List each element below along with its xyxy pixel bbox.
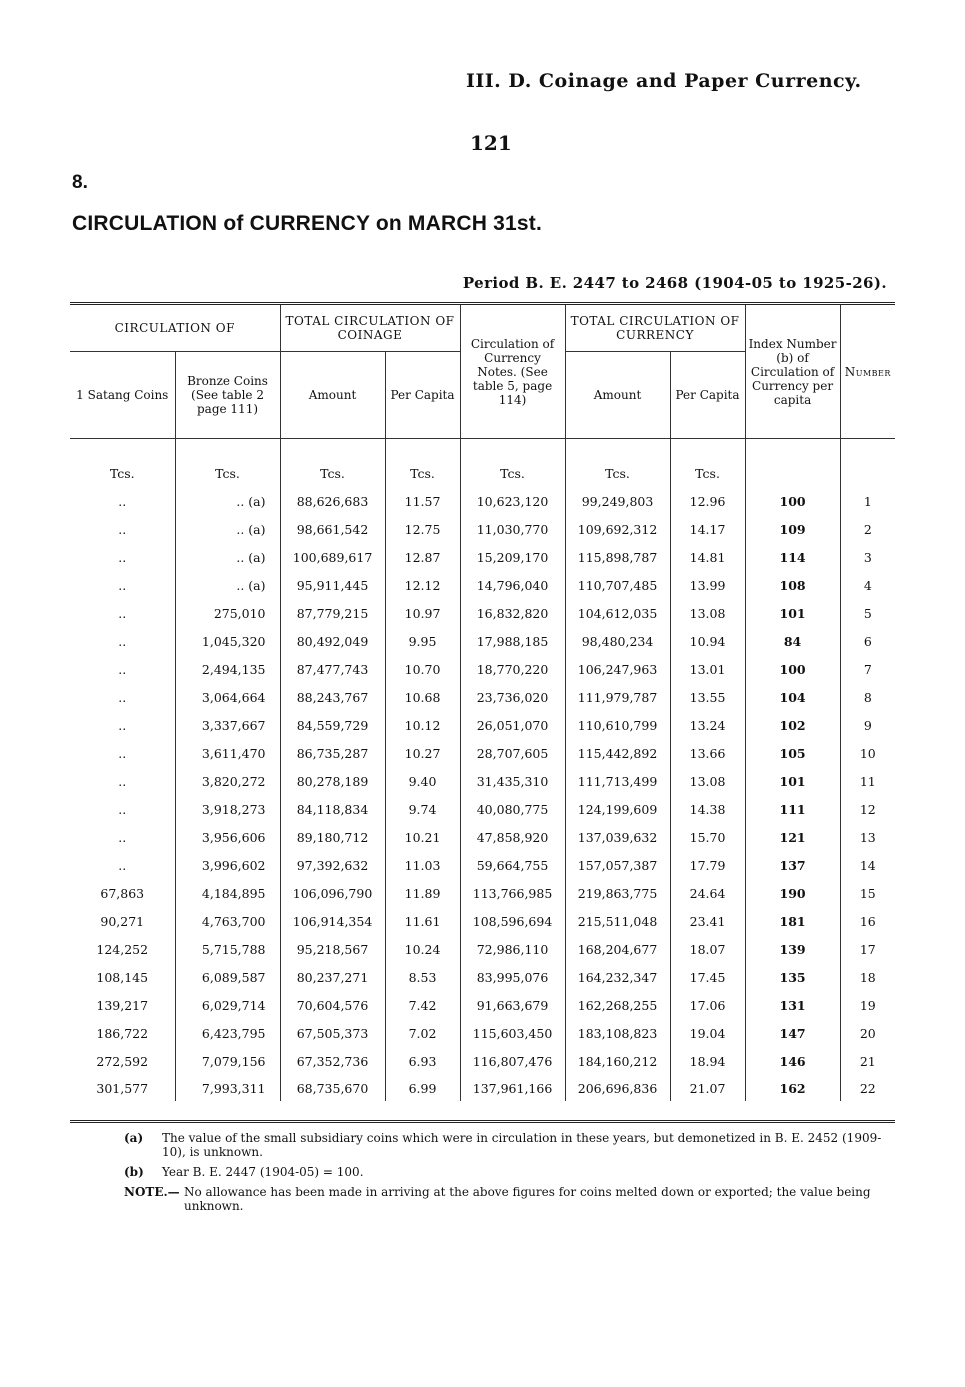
cell-currency-amount: 99,249,803 [565,487,670,515]
cell-index-number: 100 [745,487,840,515]
cell-coinage-amount: 87,477,743 [280,655,385,683]
cell-satang-coins: .. [118,661,127,677]
cell-coinage-per-capita: 9.40 [385,767,460,795]
cell-bronze-coins: 6,089,587 [175,963,280,991]
cell-currency-notes: 10,623,120 [460,487,565,515]
cell-coinage-amount: 84,118,834 [280,795,385,823]
page-title: CIRCULATION of CURRENCY on MARCH 31st. [72,212,542,235]
footnote-text: No allowance has been made in arriving at the above figures for coins melted down or exported; the value being unknown. [184,1185,871,1213]
cell-row-number: 7 [840,655,895,683]
cell-index-number: 121 [745,823,840,851]
cell-bronze-coins: 275,010 [175,599,280,627]
header-number: Number [840,305,895,439]
cell-row-number: 20 [840,1019,895,1047]
cell-currency-per-capita: 13.24 [670,711,745,739]
cell-coinage-per-capita: 11.57 [385,487,460,515]
cell-currency-notes: 15,209,170 [460,543,565,571]
table-row [70,571,895,599]
cell-coinage-per-capita: 6.93 [385,1047,460,1075]
unit-label [745,439,840,488]
cell-coinage-per-capita: 9.74 [385,795,460,823]
unit-label: Tcs. [385,439,460,488]
cell-index-number: 131 [745,991,840,1019]
cell-bronze-coins: 4,184,895 [175,879,280,907]
cell-currency-notes: 23,736,020 [460,683,565,711]
table-row [70,543,895,571]
cell-row-number: 15 [840,879,895,907]
cell-bronze-coins: 5,715,788 [175,935,280,963]
cell-currency-amount: 162,268,255 [565,991,670,1019]
cell-coinage-amount: 95,218,567 [280,935,385,963]
cell-coinage-amount: 80,237,271 [280,963,385,991]
unit-label [840,439,895,488]
cell-bronze-coins: 3,064,664 [175,683,280,711]
cell-index-number: 146 [745,1047,840,1075]
table-row [70,935,895,963]
cell-coinage-amount: 70,604,576 [280,991,385,1019]
circulation-table [70,305,895,1101]
table-row [70,963,895,991]
cell-satang-coins: .. [118,549,127,565]
cell-satang-coins: .. [118,745,127,761]
cell-coinage-amount: 86,735,287 [280,739,385,767]
cell-currency-per-capita: 13.99 [670,571,745,599]
cell-currency-per-capita: 14.81 [670,543,745,571]
cell-currency-notes: 14,796,040 [460,571,565,599]
cell-row-number: 21 [840,1047,895,1075]
cell-coinage-per-capita: 11.61 [385,907,460,935]
cell-coinage-amount: 88,243,767 [280,683,385,711]
cell-currency-amount: 124,199,609 [565,795,670,823]
cell-index-number: 104 [745,683,840,711]
cell-satang-coins: .. [118,801,127,817]
cell-currency-per-capita: 17.79 [670,851,745,879]
cell-currency-amount: 104,612,035 [565,599,670,627]
cell-row-number: 13 [840,823,895,851]
cell-row-number: 18 [840,963,895,991]
cell-bronze-coins: 3,611,470 [175,739,280,767]
cell-satang-coins: 301,577 [96,1080,149,1096]
cell-currency-notes: 47,858,920 [460,823,565,851]
cell-coinage-amount: 80,492,049 [280,627,385,655]
statistics-table-frame [70,302,895,1123]
cell-index-number: 101 [745,599,840,627]
footnote-text: Year B. E. 2447 (1904-05) = 100. [162,1165,364,1179]
cell-coinage-amount: 106,096,790 [280,879,385,907]
cell-bronze-coins: 3,956,606 [175,823,280,851]
cell-row-number: 8 [840,683,895,711]
cell-currency-notes: 116,807,476 [460,1047,565,1075]
cell-coinage-per-capita: 7.02 [385,1019,460,1047]
cell-bronze-coins: 6,423,795 [175,1019,280,1047]
table-row [70,627,895,655]
cell-currency-per-capita: 13.55 [670,683,745,711]
cell-currency-notes: 137,961,166 [460,1075,565,1101]
cell-row-number: 6 [840,627,895,655]
cell-coinage-per-capita: 10.12 [385,711,460,739]
cell-bronze-coins: 1,045,320 [175,627,280,655]
cell-currency-amount: 111,713,499 [565,767,670,795]
cell-coinage-per-capita: 10.70 [385,655,460,683]
cell-currency-per-capita: 17.06 [670,991,745,1019]
cell-satang-coins: .. [118,633,127,649]
cell-currency-per-capita: 12.96 [670,487,745,515]
cell-row-number: 12 [840,795,895,823]
header-coinage-amount: Amount [280,352,385,439]
cell-bronze-coins: 7,079,156 [175,1047,280,1075]
cell-currency-notes: 83,995,076 [460,963,565,991]
header-currency-per-capita: Per Capita [670,352,745,439]
cell-currency-amount: 98,480,234 [565,627,670,655]
cell-currency-per-capita: 18.07 [670,935,745,963]
cell-currency-notes: 91,663,679 [460,991,565,1019]
cell-index-number: 101 [745,767,840,795]
cell-row-number: 4 [840,571,895,599]
cell-bronze-coins: 6,029,714 [175,991,280,1019]
cell-coinage-amount: 106,914,354 [280,907,385,935]
cell-currency-amount: 109,692,312 [565,515,670,543]
cell-coinage-amount: 80,278,189 [280,767,385,795]
cell-index-number: 147 [745,1019,840,1047]
cell-row-number: 3 [840,543,895,571]
cell-currency-notes: 26,051,070 [460,711,565,739]
cell-index-number: 135 [745,963,840,991]
cell-coinage-per-capita: 9.95 [385,627,460,655]
cell-satang-coins: .. [118,605,127,621]
cell-satang-coins: .. [118,493,127,509]
cell-coinage-per-capita: 12.12 [385,571,460,599]
cell-index-number: 100 [745,655,840,683]
cell-satang-coins: 90,271 [100,913,145,929]
table-row [70,991,895,1019]
cell-currency-per-capita: 13.08 [670,599,745,627]
table-row [70,655,895,683]
cell-coinage-amount: 97,392,632 [280,851,385,879]
footnote-mark: (a) [124,1131,144,1145]
cell-currency-amount: 111,979,787 [565,683,670,711]
cell-row-number: 22 [840,1075,895,1101]
cell-coinage-amount: 98,661,542 [280,515,385,543]
cell-currency-notes: 59,664,755 [460,851,565,879]
cell-coinage-per-capita: 12.75 [385,515,460,543]
cell-currency-notes: 18,770,220 [460,655,565,683]
cell-index-number: 190 [745,879,840,907]
cell-satang-coins: 108,145 [96,969,149,985]
unit-label: Tcs. [175,439,280,488]
cell-row-number: 17 [840,935,895,963]
unit-label: Tcs. [670,439,745,488]
cell-currency-per-capita: 10.94 [670,627,745,655]
table-row [70,1047,895,1075]
table-row [70,879,895,907]
units-row [70,439,895,488]
cell-currency-notes: 16,832,820 [460,599,565,627]
header-circulation-of: CIRCULATION OF [70,305,280,352]
cell-satang-coins: .. [118,521,127,537]
header-coinage-per-capita: Per Capita [385,352,460,439]
cell-bronze-coins: .. (a) [175,543,280,571]
period-label: Period B. E. 2447 to 2468 (1904-05 to 1925-26). [462,274,887,292]
cell-currency-notes: 31,435,310 [460,767,565,795]
table-row [70,851,895,879]
cell-currency-notes: 40,080,775 [460,795,565,823]
cell-index-number: 105 [745,739,840,767]
header-currency-amount: Amount [565,352,670,439]
footnote-a [124,1131,899,1159]
cell-currency-per-capita: 14.17 [670,515,745,543]
header-total-coinage: TOTAL CIRCULATION OF COINAGE [280,305,460,352]
cell-bronze-coins: 3,337,667 [175,711,280,739]
unit-label: Tcs. [460,439,565,488]
table-row [70,907,895,935]
cell-satang-coins: 186,722 [96,1025,149,1041]
cell-bronze-coins: 7,993,311 [175,1075,280,1101]
cell-coinage-per-capita: 10.27 [385,739,460,767]
footnote-mark: NOTE.— [124,1185,180,1199]
header-satang-coins: 1 Satang Coins [70,352,175,439]
cell-currency-notes: 11,030,770 [460,515,565,543]
cell-currency-notes: 72,986,110 [460,935,565,963]
cell-satang-coins: .. [118,717,127,733]
cell-row-number: 1 [840,487,895,515]
cell-satang-coins: .. [118,577,127,593]
cell-index-number: 102 [745,711,840,739]
cell-currency-per-capita: 17.45 [670,963,745,991]
footnote-note [124,1185,899,1213]
cell-coinage-amount: 84,559,729 [280,711,385,739]
running-head: III. D. Coinage and Paper Currency. [466,70,862,92]
cell-currency-per-capita: 23.41 [670,907,745,935]
cell-currency-per-capita: 13.66 [670,739,745,767]
cell-index-number: 84 [745,627,840,655]
cell-currency-amount: 206,696,836 [565,1075,670,1101]
table-row [70,1075,895,1101]
cell-coinage-amount: 87,779,215 [280,599,385,627]
footnote-text: The value of the small subsidiary coins which were in circulation in these years, but demonetized in B. E. 2452 (1909-10), is unknown. [162,1131,882,1159]
unit-label: Tcs. [565,439,670,488]
cell-index-number: 114 [745,543,840,571]
footnotes [124,1131,899,1219]
table-row [70,1019,895,1047]
cell-currency-per-capita: 24.64 [670,879,745,907]
cell-row-number: 2 [840,515,895,543]
cell-satang-coins: .. [118,857,127,873]
cell-currency-amount: 219,863,775 [565,879,670,907]
cell-index-number: 181 [745,907,840,935]
cell-coinage-per-capita: 10.97 [385,599,460,627]
cell-coinage-per-capita: 10.68 [385,683,460,711]
cell-coinage-per-capita: 7.42 [385,991,460,1019]
cell-coinage-amount: 68,735,670 [280,1075,385,1101]
cell-currency-amount: 110,707,485 [565,571,670,599]
cell-row-number: 9 [840,711,895,739]
footnote-mark: (b) [124,1165,144,1179]
cell-satang-coins: 139,217 [96,997,149,1013]
cell-currency-amount: 115,898,787 [565,543,670,571]
cell-bronze-coins: 3,820,272 [175,767,280,795]
cell-coinage-amount: 89,180,712 [280,823,385,851]
cell-currency-per-capita: 19.04 [670,1019,745,1047]
page-number: 121 [470,131,512,155]
header-bronze-coins: Bronze Coins (See table 2 page 111) [175,352,280,439]
cell-bronze-coins: .. (a) [175,487,280,515]
cell-currency-amount: 183,108,823 [565,1019,670,1047]
table-row [70,711,895,739]
cell-currency-per-capita: 15.70 [670,823,745,851]
cell-index-number: 108 [745,571,840,599]
cell-currency-per-capita: 18.94 [670,1047,745,1075]
cell-coinage-amount: 95,911,445 [280,571,385,599]
table-row [70,795,895,823]
cell-satang-coins: .. [118,689,127,705]
header-index-number: Index Number (b) of Circulation of Currency per capita [745,305,840,439]
cell-row-number: 19 [840,991,895,1019]
cell-currency-amount: 184,160,212 [565,1047,670,1075]
section-number: 8. [72,172,88,193]
cell-index-number: 139 [745,935,840,963]
cell-coinage-per-capita: 10.24 [385,935,460,963]
cell-currency-amount: 168,204,677 [565,935,670,963]
cell-currency-notes: 17,988,185 [460,627,565,655]
unit-label: Tcs. [109,466,135,481]
cell-currency-per-capita: 13.08 [670,767,745,795]
cell-coinage-amount: 67,505,373 [280,1019,385,1047]
cell-bronze-coins: 2,494,135 [175,655,280,683]
cell-coinage-per-capita: 11.89 [385,879,460,907]
cell-satang-coins: .. [118,773,127,789]
cell-bronze-coins: .. (a) [175,571,280,599]
cell-bronze-coins: .. (a) [175,515,280,543]
cell-bronze-coins: 3,918,273 [175,795,280,823]
unit-label: Tcs. [280,439,385,488]
cell-coinage-per-capita: 12.87 [385,543,460,571]
footnote-b [124,1165,899,1179]
table-row [70,739,895,767]
table-row [70,487,895,515]
cell-coinage-per-capita: 10.21 [385,823,460,851]
cell-currency-notes: 113,766,985 [460,879,565,907]
cell-coinage-amount: 100,689,617 [280,543,385,571]
cell-currency-amount: 157,057,387 [565,851,670,879]
cell-index-number: 162 [745,1075,840,1101]
cell-satang-coins: .. [118,829,127,845]
cell-currency-amount: 110,610,799 [565,711,670,739]
cell-bronze-coins: 3,996,602 [175,851,280,879]
cell-satang-coins: 124,252 [96,941,149,957]
cell-currency-notes: 115,603,450 [460,1019,565,1047]
cell-currency-amount: 106,247,963 [565,655,670,683]
cell-bronze-coins: 4,763,700 [175,907,280,935]
cell-currency-amount: 115,442,892 [565,739,670,767]
header-total-currency: TOTAL CIRCULATION OF CURRENCY [565,305,745,352]
cell-satang-coins: 272,592 [96,1053,149,1069]
cell-currency-notes: 108,596,694 [460,907,565,935]
cell-row-number: 10 [840,739,895,767]
cell-currency-amount: 137,039,632 [565,823,670,851]
cell-coinage-per-capita: 11.03 [385,851,460,879]
table-row [70,683,895,711]
cell-coinage-amount: 67,352,736 [280,1047,385,1075]
cell-currency-per-capita: 21.07 [670,1075,745,1101]
cell-currency-amount: 164,232,347 [565,963,670,991]
cell-index-number: 111 [745,795,840,823]
cell-index-number: 137 [745,851,840,879]
cell-satang-coins: 67,863 [100,885,145,901]
cell-currency-per-capita: 13.01 [670,655,745,683]
cell-currency-amount: 215,511,048 [565,907,670,935]
cell-row-number: 16 [840,907,895,935]
cell-coinage-per-capita: 6.99 [385,1075,460,1101]
table-row [70,767,895,795]
cell-row-number: 14 [840,851,895,879]
cell-currency-per-capita: 14.38 [670,795,745,823]
table-row [70,515,895,543]
cell-currency-notes: 28,707,605 [460,739,565,767]
cell-coinage-amount: 88,626,683 [280,487,385,515]
cell-index-number: 109 [745,515,840,543]
header-currency-notes: Circulation of Currency Notes. (See table 5, page 114) [460,305,565,439]
cell-coinage-per-capita: 8.53 [385,963,460,991]
cell-row-number: 5 [840,599,895,627]
table-row [70,599,895,627]
table-row [70,823,895,851]
cell-row-number: 11 [840,767,895,795]
